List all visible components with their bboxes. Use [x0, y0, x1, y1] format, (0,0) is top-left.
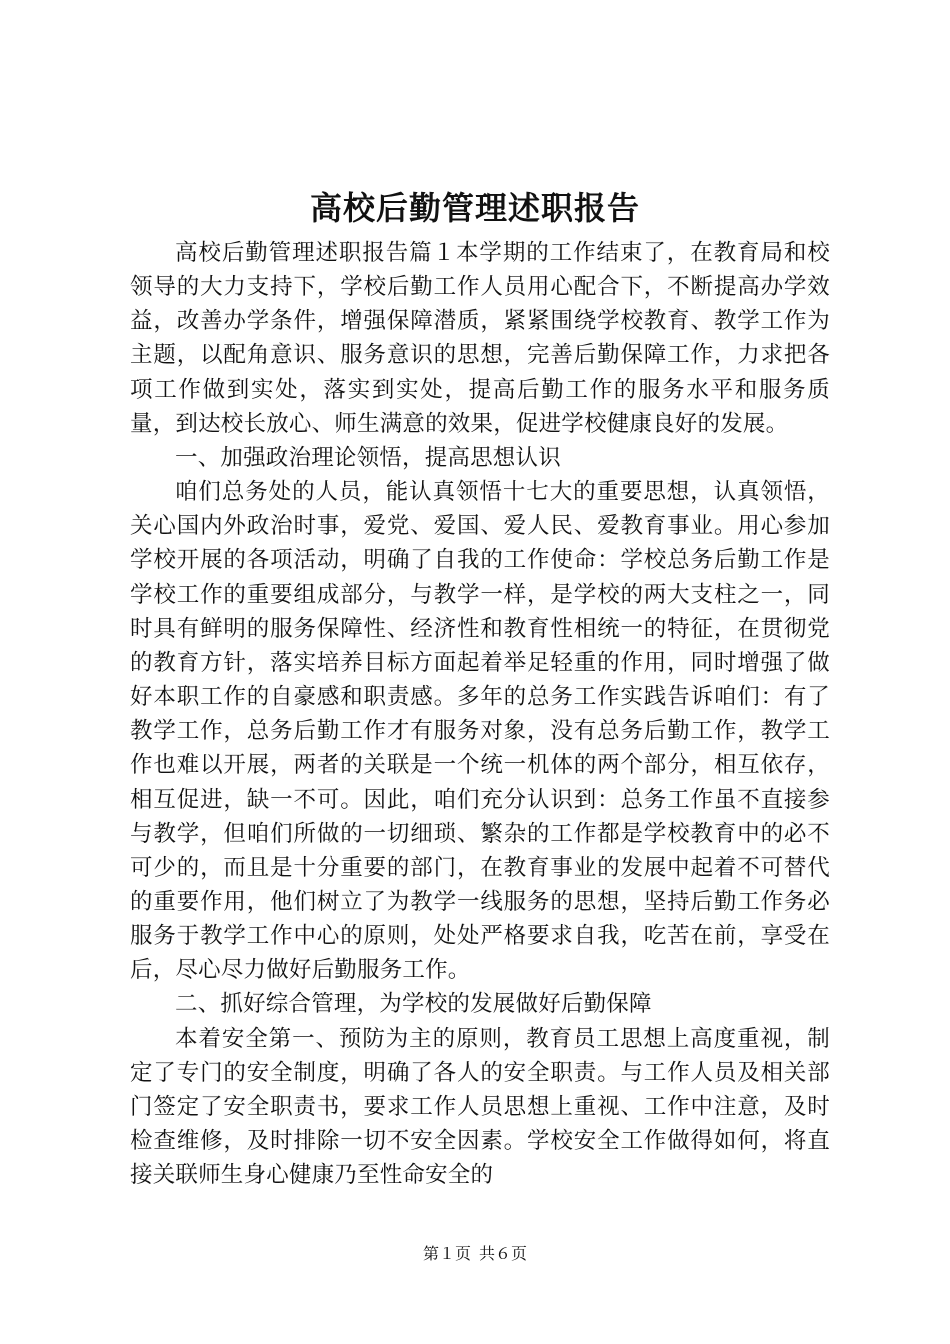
document-title: 高校后勤管理述职报告 — [309, 189, 640, 227]
page-footer — [0, 1243, 950, 1265]
section-heading-2: 二、抓好综合管理，为学校的发展做好后勤保障 — [175, 991, 652, 1018]
document-body — [130, 236, 830, 1192]
section-2-paragraph: 本着安全第一、预防为主的原则，教育员工思想上高度重视，制定了专门的安全制度，明确了各人的安全职责。与工作人员及相关部门签定了安全职责书，要求工作人员思想上重视、工作中注意，及时检查维修，及时排除一切不安全因素。学校安全工作做得如何，将直接关联师生身心健康乃至性命安全的 — [130, 1025, 830, 1189]
page-number: 第１页 — [422, 1244, 471, 1263]
section-1-paragraph: 咱们总务处的人员，能认真领悟十七大的重要思想，认真领悟，关心国内外政治时事，爱党、爱国、爱人民、爱教育事业。用心参加学校开展的各项活动，明确了自我的工作使命：学校总务后勤工作是学校工作的重要组成部分，与教学一样，是学校的两大支柱之一，同时具有鲜明的服务保障性、经济性和教育性相统一的特征，在贯彻党的教育方针，落实培养目标方面起着举足轻重的作用，同时增强了做好本职工作的自豪感和职责感。多年的总务工作实践告诉咱们：有了教学工作，总务后勤工作才有服务对象，没有总务后勤工作，教学工作也难以开展，两者的关联是一个统一机体的两个部分，相互依存，相互促进，缺一不可。因此，咱们充分认识到：总务工作虽不直接参与教学，但咱们所做的一切细琐、繁杂的工作都是学校教育中的必不可少的，而且是十分重要的部门，在教育事业的发展中起着不可替代的重要作用，他们树立了为教学一线服务的思想，坚持后勤工作务必服务于教学工作中心的原则，处处严格要求自我，吃苦在前，享受在后，尽心尽力做好后勤服务工作。 — [130, 479, 830, 984]
page-total: 共６页 — [479, 1244, 528, 1263]
intro-paragraph: 高校后勤管理述职报告篇１本学期的工作结束了，在教育局和校领导的大力支持下，学校后勤工作人员用心配合下，不断提高办学效益，改善办学条件，增强保障潜质，紧紧围绕学校教育、教学工作为主题，以配角意识、服务意识的思想，完善后勤保障工作，力求把各项工作做到实处，落实到实处，提高后勤工作的服务水平和服务质量，到达校长放心、师生满意的效果，促进学校健康良好的发展。 — [130, 240, 830, 437]
section-heading-1: 一、加强政治理论领悟，提高思想认识 — [175, 444, 561, 471]
